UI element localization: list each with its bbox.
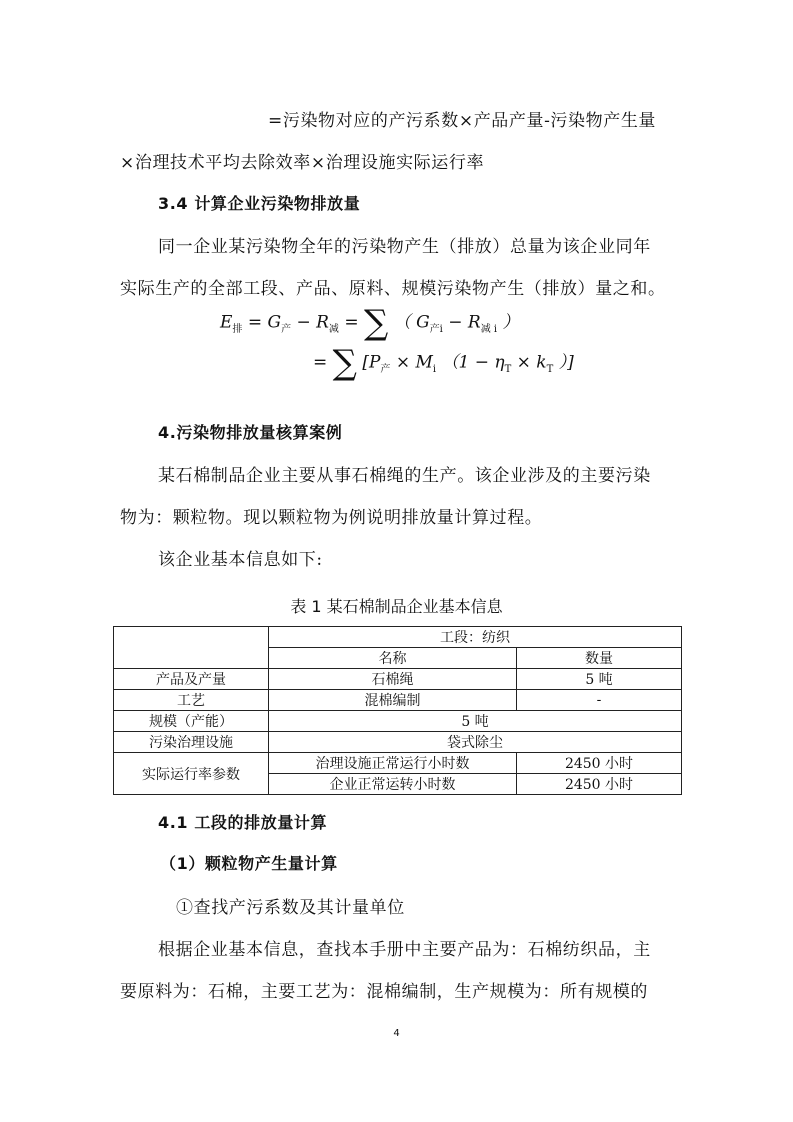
section-4-1-heading: 4.1 工段的排放量计算 (158, 813, 328, 832)
eq-e: E (220, 312, 233, 333)
row-qty: 5 吨 (517, 669, 682, 690)
table-corner-cell (114, 627, 269, 669)
rate-name: 企业正常运转小时数 (269, 774, 517, 795)
eq-minus-r: − R (296, 312, 329, 333)
eq-row2-close: ）] (558, 352, 574, 373)
section-4-1-para-line-2: 要原料为：石棉，主要工艺为：混棉编制，生产规模为：所有规模的 (120, 982, 648, 1002)
facility-value: 袋式除尘 (269, 732, 682, 753)
row-name: 石棉绳 (269, 669, 517, 690)
scale-label: 规模（产能） (114, 711, 269, 732)
section-3-4-para-line-2: 实际生产的全部工段、产品、原料、规模污染物产生（排放）量之和。 (120, 279, 666, 299)
rate-label: 实际运行率参数 (114, 753, 269, 795)
eq-times-m: × M (395, 352, 433, 373)
eq-sigma-1: ∑ (363, 303, 389, 343)
eq-eq2: = (344, 312, 364, 333)
col-qty-header: 数量 (517, 648, 682, 669)
rate-value: 2450 小时 (517, 774, 682, 795)
section-3-4-heading: 3.4 计算企业污染物排放量 (158, 194, 361, 213)
table-row (114, 690, 682, 711)
enterprise-info-table (113, 626, 682, 795)
row-label: 工艺 (114, 690, 269, 711)
table-row (114, 711, 682, 732)
section-4-intro: 该企业基本信息如下: (158, 550, 323, 570)
rate-name: 治理设施正常运行小时数 (269, 753, 517, 774)
eq-row2-open: [P (362, 352, 381, 373)
section-4-1-para-line-1: 根据企业基本信息，查找本手册中主要产品为：石棉纺织品，主 (158, 940, 651, 960)
eq-sum-minus: − R (448, 312, 481, 333)
eq-times-k: × k (516, 352, 547, 373)
table-row (114, 753, 682, 774)
eq-e-sub: 排 (232, 323, 243, 335)
eq-row2-eq: = (313, 352, 333, 373)
equation-row-2 (313, 343, 574, 383)
eq-m-sub: i (432, 363, 437, 375)
eq-sum-g-sub: 产i (429, 323, 443, 335)
eq-sum-open: （ G (393, 312, 430, 333)
section-header-cell: 工段：纺织 (269, 627, 682, 648)
section-4-heading: 4.污染物排放量核算案例 (158, 423, 343, 442)
section-3-4-para-line-1: 同一企业某污染物全年的污染物产生（排放）总量为该企业同年 (158, 237, 651, 257)
row-label: 产品及产量 (114, 669, 269, 690)
row-name: 混棉编制 (269, 690, 517, 711)
formula-continuation-line-1: =污染物对应的产污系数×产品产量-污染物产生量 (268, 111, 657, 131)
eq-paren: （1 − η (441, 352, 505, 373)
facility-label: 污染治理设施 (114, 732, 269, 753)
eq-p-sub: 产 (380, 363, 391, 375)
eq-sum-r-sub: 减 i (480, 323, 498, 335)
eq-close: ） (502, 312, 520, 333)
equation-row-1 (220, 303, 520, 343)
eq-g-sub: 产 (281, 323, 292, 335)
page-number: 4 (393, 1028, 400, 1039)
eq-r-sub: 减 (328, 323, 339, 335)
formula-continuation-line-2: ×治理技术平均去除效率×治理设施实际运行率 (120, 153, 485, 173)
scale-value: 5 吨 (269, 711, 682, 732)
row-qty: - (517, 690, 682, 711)
table-row (114, 627, 682, 648)
eq-eq1: = G (247, 312, 282, 333)
section-4-1-subheading: （1）颗粒物产生量计算 (160, 854, 338, 873)
table-row (114, 732, 682, 753)
table-row (114, 669, 682, 690)
section-4-1-step: ①查找产污系数及其计量单位 (176, 898, 405, 918)
table-caption: 表 1 某石棉制品企业基本信息 (290, 597, 503, 616)
eq-eta-sub: T (504, 363, 512, 375)
rate-value: 2450 小时 (517, 753, 682, 774)
col-name-header: 名称 (269, 648, 517, 669)
section-4-para-line-2: 物为：颗粒物。现以颗粒物为例说明排放量计算过程。 (120, 508, 543, 528)
eq-k-sub: T (546, 363, 554, 375)
section-4-para-line-1: 某石棉制品企业主要从事石棉绳的生产。该企业涉及的主要污染 (158, 466, 651, 486)
eq-sigma-2: ∑ (332, 343, 357, 383)
